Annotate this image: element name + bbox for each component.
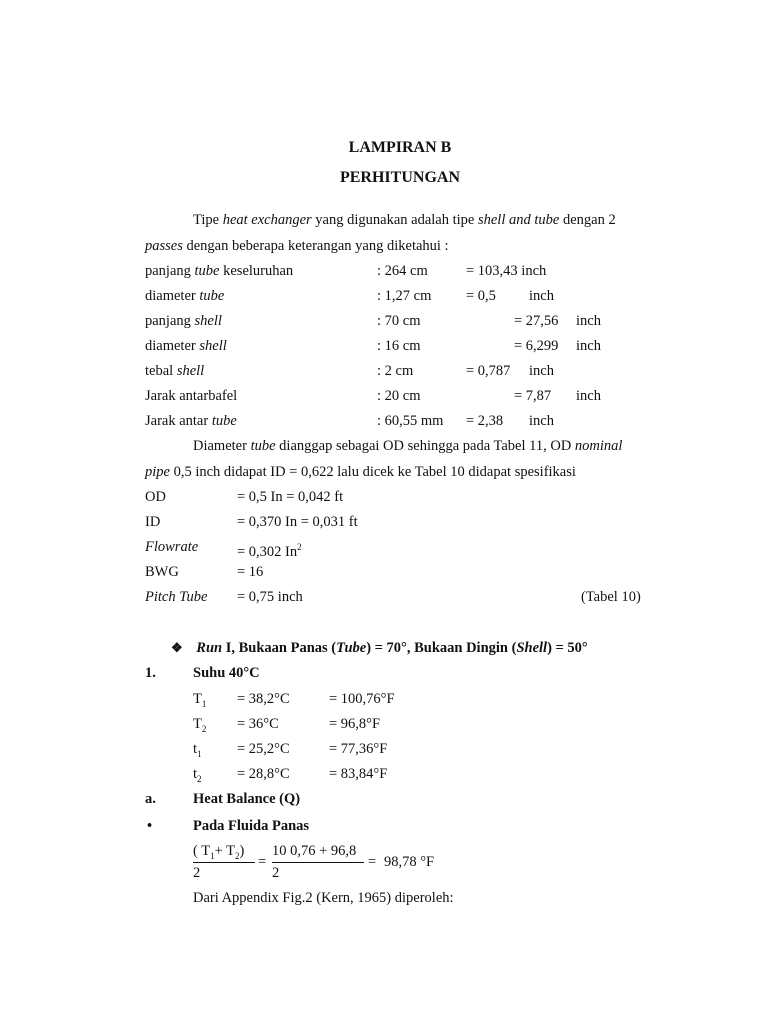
spec-value: : 264 cm	[377, 263, 428, 279]
run-term: Run	[196, 640, 223, 656]
spec-label-text: keseluruhan	[219, 263, 294, 279]
section-1-number: 1.	[145, 665, 156, 681]
spec-conversion: = 0,5	[466, 288, 496, 304]
spec-label	[145, 312, 222, 330]
temp-symbol-sub: 2	[197, 773, 202, 784]
temp-fahrenheit: = 96,8°F	[329, 716, 381, 732]
spec-label	[145, 337, 227, 355]
formula-part: ( T	[193, 843, 211, 859]
spec-conversion: = 0,787	[466, 363, 511, 379]
tube-spec-value-text: = 0,5 In = 0,042 ft	[237, 489, 344, 505]
para2-line-2	[145, 463, 576, 481]
spec-unit: inch	[576, 388, 601, 404]
bullet-label: Pada Fluida Panas	[193, 818, 310, 834]
spec-label	[145, 412, 237, 430]
spec-label-term: tube	[194, 263, 220, 279]
section-a-number: a.	[145, 791, 156, 807]
formula-sub: 1	[210, 850, 215, 861]
run-heading	[171, 639, 588, 657]
formula-denominator-1: 2	[193, 865, 201, 881]
spec-value: : 60,55 mm	[377, 413, 444, 429]
intro-term-heat-exchanger: heat exchanger	[222, 212, 312, 228]
temp-celsius: = 25,2°C	[237, 741, 290, 757]
fraction-bar-2	[272, 862, 364, 863]
temp-symbol-letter: t	[193, 766, 198, 782]
spec-label	[145, 287, 224, 305]
tube-spec-value	[237, 538, 302, 561]
tube-spec-label: Pitch Tube	[145, 589, 208, 605]
tube-spec-exponent: 2	[297, 542, 302, 552]
formula-denominator-2: 2	[272, 865, 280, 881]
run-term-shell: Shell	[516, 640, 548, 656]
run-text: ) = 70°, Bukaan Dingin (	[366, 640, 517, 656]
spec-label-text: Jarak antar	[145, 413, 212, 429]
temp-symbol	[193, 715, 206, 738]
spec-label-term: shell	[199, 338, 227, 354]
para2-text: 0,5 inch didapat ID = 0,622 lalu dicek ke Tabel 10 didapat spesifikasi	[169, 464, 576, 480]
para2-text: Diameter	[193, 438, 251, 454]
intro-text: dengan beberapa keterangan yang diketahui :	[182, 238, 449, 254]
tube-spec-value	[237, 513, 358, 531]
section-a-label: Heat Balance (Q)	[193, 791, 301, 807]
tube-spec-value	[237, 488, 343, 506]
formula-result: 98,78 °F	[384, 854, 435, 870]
temp-symbol-sub: 1	[197, 748, 202, 759]
temp-symbol-letter: T	[193, 716, 202, 732]
run-text: I, Bukaan Panas (	[222, 640, 337, 656]
temp-symbol	[193, 740, 202, 763]
para2-term-tube: tube	[250, 438, 276, 454]
para2-term-nominal: nominal	[574, 438, 623, 454]
temp-symbol-sub: 1	[201, 698, 207, 709]
spec-conversion: = 6,299	[514, 338, 559, 354]
temp-fahrenheit: = 83,84°F	[329, 766, 388, 782]
tube-spec-label: Flowrate	[145, 539, 199, 555]
spec-value: : 16 cm	[377, 338, 421, 354]
tube-spec-value-text: = 16	[237, 564, 264, 580]
tube-spec-value-text: = 0,75 inch	[237, 589, 303, 605]
spec-conversion: = 103,43 inch	[466, 263, 547, 279]
spec-unit: inch	[576, 338, 601, 354]
temp-fahrenheit: = 77,36°F	[329, 741, 388, 757]
spec-unit: inch	[529, 288, 554, 304]
formula-sub: 2	[234, 850, 240, 861]
temp-celsius: = 38,2°C	[237, 691, 290, 707]
spec-label-text: panjang	[145, 313, 195, 329]
spec-label	[145, 262, 293, 280]
spec-label-text: panjang	[145, 263, 195, 279]
spec-label-text: diameter	[145, 288, 200, 304]
tube-spec-label: ID	[145, 514, 161, 530]
spec-label-text: Jarak antarbafel	[145, 388, 238, 404]
spec-label-term: shell	[194, 313, 222, 329]
spec-label-text: tebal	[145, 363, 177, 379]
run-term-tube: Tube	[336, 640, 367, 656]
temp-symbol-letter: t	[193, 741, 198, 757]
formula-equals-1: =	[258, 854, 267, 870]
spec-value: : 70 cm	[377, 313, 421, 329]
bullet-icon: •	[147, 818, 153, 834]
spec-label	[145, 387, 237, 405]
formula-part: + T	[214, 843, 235, 859]
intro-term-shell-and-tube: shell and tube	[477, 212, 560, 228]
diamond-bullet-icon: ❖	[171, 640, 183, 655]
temp-symbol-sub: 2	[201, 723, 207, 734]
para2-term-pipe: pipe	[145, 464, 170, 480]
spec-conversion: = 2,38	[466, 413, 504, 429]
temp-fahrenheit: = 100,76°F	[329, 691, 395, 707]
spec-value: : 1,27 cm	[377, 288, 432, 304]
spec-unit: inch	[576, 313, 601, 329]
formula-part: )	[239, 843, 245, 859]
temp-celsius: = 28,8°C	[237, 766, 290, 782]
tube-spec-label: OD	[145, 489, 166, 505]
intro-text: Tipe	[193, 212, 223, 228]
temp-symbol	[193, 690, 206, 713]
spec-value: : 2 cm	[377, 363, 414, 379]
para2-text: dianggap sebagai OD sehingga pada Tabel 11, OD	[275, 438, 575, 454]
intro-text: dengan 2	[559, 212, 616, 228]
tube-spec-value-text: = 0,302 In	[237, 543, 298, 560]
tube-spec-value	[237, 563, 263, 581]
intro-term-passes: passes	[145, 238, 183, 254]
page-title: LAMPIRAN B	[348, 139, 452, 156]
tube-spec-note: (Tabel 10)	[581, 589, 641, 605]
temp-celsius: = 36°C	[237, 716, 279, 732]
section-1-label: Suhu 40°C	[193, 665, 260, 681]
last-line: Dari Appendix Fig.2 (Kern, 1965) diperoleh:	[193, 890, 454, 906]
formula-numerator-2: 10 0,76 + 96,8	[272, 843, 357, 859]
spec-label-term: tube	[199, 288, 225, 304]
fraction-bar-1	[193, 862, 255, 863]
tube-spec-value-text: = 0,370 In = 0,031 ft	[237, 514, 358, 530]
run-text: ) = 50°	[547, 640, 588, 656]
spec-conversion: = 27,56	[514, 313, 559, 329]
spec-conversion: = 7,87	[514, 388, 552, 404]
intro-text: yang digunakan adalah tipe	[311, 212, 478, 228]
page-subtitle: PERHITUNGAN	[339, 169, 460, 186]
spec-unit: inch	[529, 363, 554, 379]
spec-label-text: diameter	[145, 338, 200, 354]
temp-symbol	[193, 765, 202, 788]
temp-symbol-letter: T	[193, 691, 202, 707]
para2-line-1	[193, 437, 622, 455]
intro-line-1	[193, 211, 616, 229]
spec-unit: inch	[529, 413, 554, 429]
spec-label-term: shell	[176, 363, 205, 379]
spec-label	[145, 362, 204, 380]
tube-spec-label: BWG	[145, 564, 179, 580]
tube-spec-value	[237, 588, 303, 606]
spec-label-term: tube	[211, 413, 237, 429]
intro-line-2	[145, 237, 449, 255]
formula-equals-2: =	[368, 854, 377, 870]
spec-value: : 20 cm	[377, 388, 421, 404]
